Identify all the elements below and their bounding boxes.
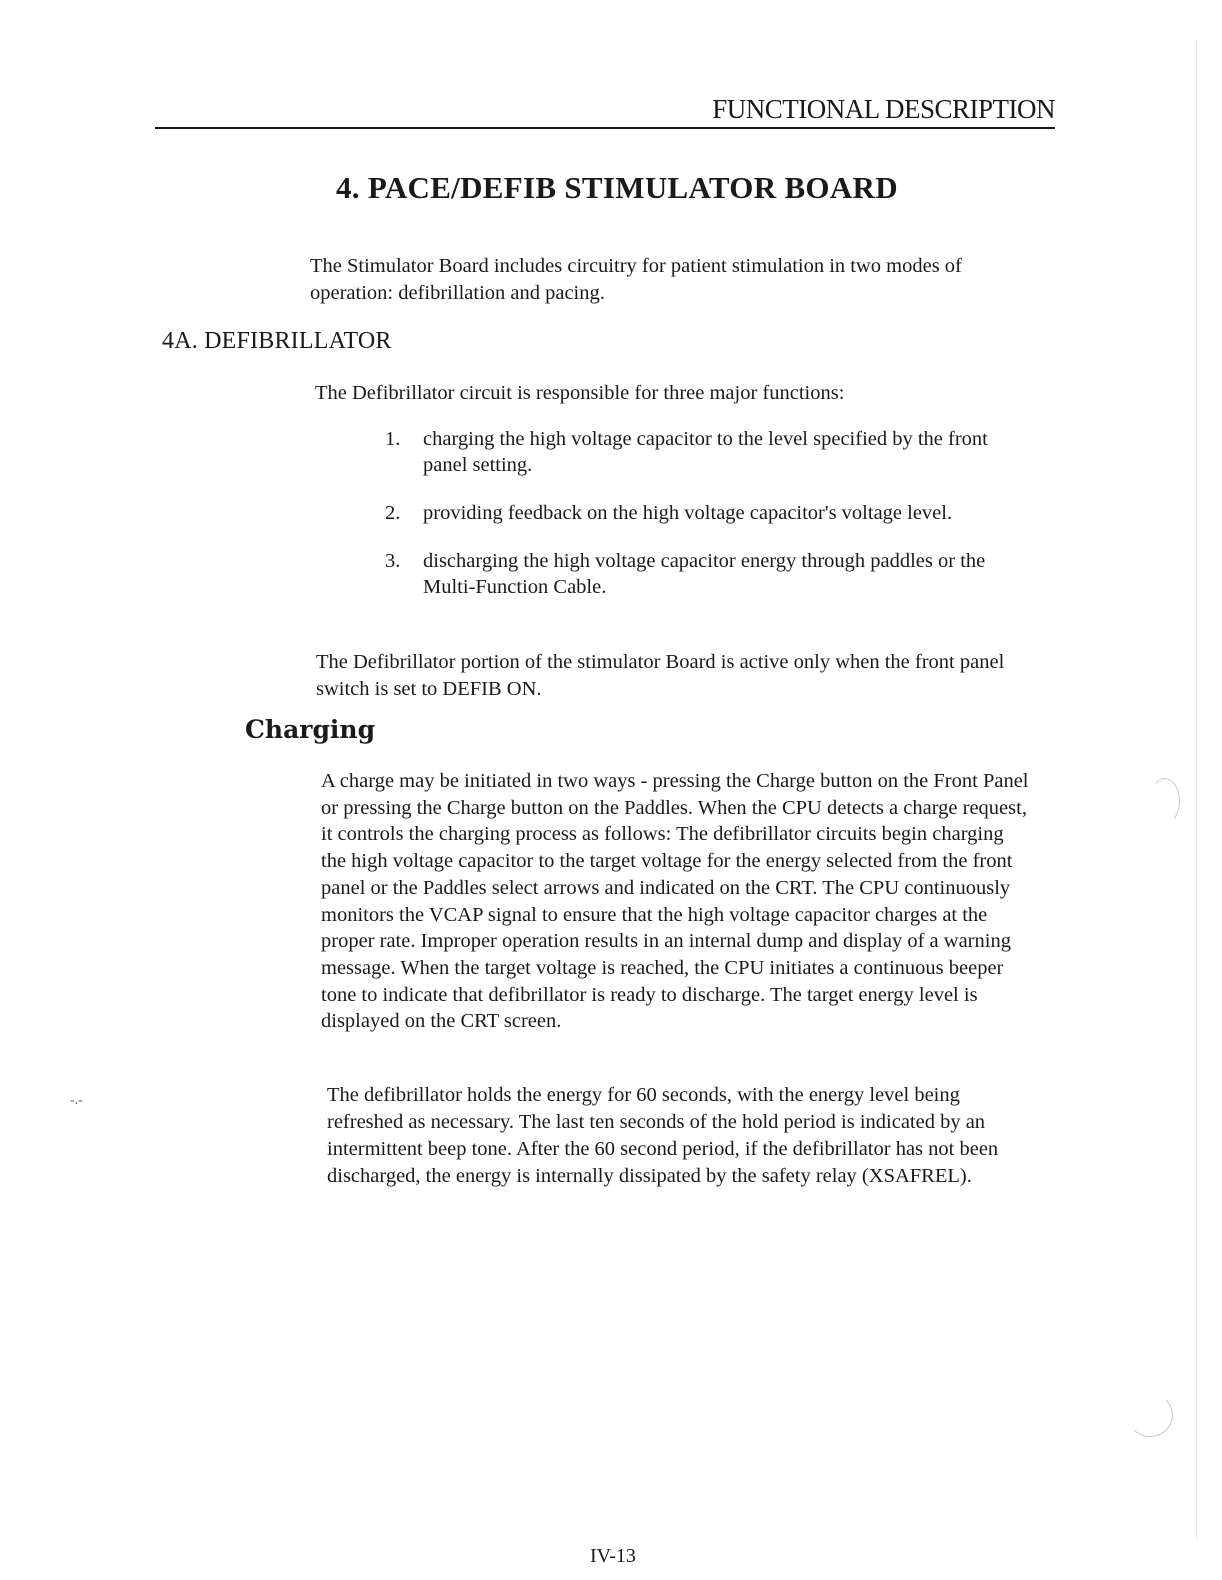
hole-punch-mark bbox=[1127, 1393, 1173, 1437]
charging-heading: Charging bbox=[245, 715, 376, 744]
scan-edge-artifact bbox=[1196, 40, 1197, 1540]
hold-period-paragraph: The defibrillator holds the energy for 60 seconds, with the energy level being refreshed as necessary. The last ten seconds of the hold period is indicated by an intermittent beep tone. After the 60 second period, if the defibrillator has not been discharged, the energy is internally dissipated by the safety relay (XSAFREL). bbox=[327, 1084, 999, 1187]
list-number: 3. bbox=[385, 550, 401, 572]
charging-paragraph: A charge may be initiated in two ways - pressing the Charge button on the Front Panel or pressing the Charge button on the Paddles. When the CPU detects a charge request, it controls the charging process as follows: The defibrillator circuits begin charging the high voltage capacitor to the target voltage for the energy selected from the front panel or the Paddles select arrows and indicated on the CRT. The CPU continuously monitors the VCAP signal to ensure that the high voltage capacitor charges at the proper rate. Improper operation results in an internal dump and display of a warning message. When the target voltage is reached, the CPU initiates a continuous beeper tone to indicate that defibrillator is ready to discharge. The target energy level is displayed on the CRT screen. bbox=[321, 770, 1029, 1033]
list-text: providing feedback on the high voltage capacitor's voltage level. bbox=[423, 502, 953, 524]
running-header: FUNCTIONAL DESCRIPTION bbox=[712, 94, 1055, 124]
scan-mark: -.- bbox=[70, 1093, 83, 1108]
section-title: 4. PACE/DEFIB STIMULATOR BOARD bbox=[336, 170, 898, 205]
list-item bbox=[385, 500, 1025, 526]
list-item bbox=[385, 548, 1025, 600]
list-text: charging the high voltage capacitor to the level specified by the front panel setting. bbox=[423, 428, 988, 476]
list-number: 1. bbox=[385, 428, 401, 450]
header-rule bbox=[155, 127, 1055, 129]
list-text: discharging the high voltage capacitor energy through paddles or the Multi-Function Cable. bbox=[423, 550, 986, 598]
list-number: 2. bbox=[385, 502, 401, 524]
defibrillator-intro: The Defibrillator circuit is responsible for three major functions: bbox=[315, 382, 845, 404]
page-number: IV-13 bbox=[590, 1545, 636, 1567]
section-intro-paragraph: The Stimulator Board includes circuitry for patient stimulation in two modes of operation: defibrillation and pacing. bbox=[310, 255, 962, 304]
defibrillator-active-note: The Defibrillator portion of the stimulator Board is active only when the front panel switch is set to DEFIB ON. bbox=[316, 651, 1005, 700]
defibrillator-heading: 4A. DEFIBRILLATOR bbox=[162, 328, 392, 354]
hole-punch-mark bbox=[1150, 778, 1180, 824]
list-item bbox=[385, 426, 1025, 478]
function-list bbox=[385, 426, 1025, 622]
